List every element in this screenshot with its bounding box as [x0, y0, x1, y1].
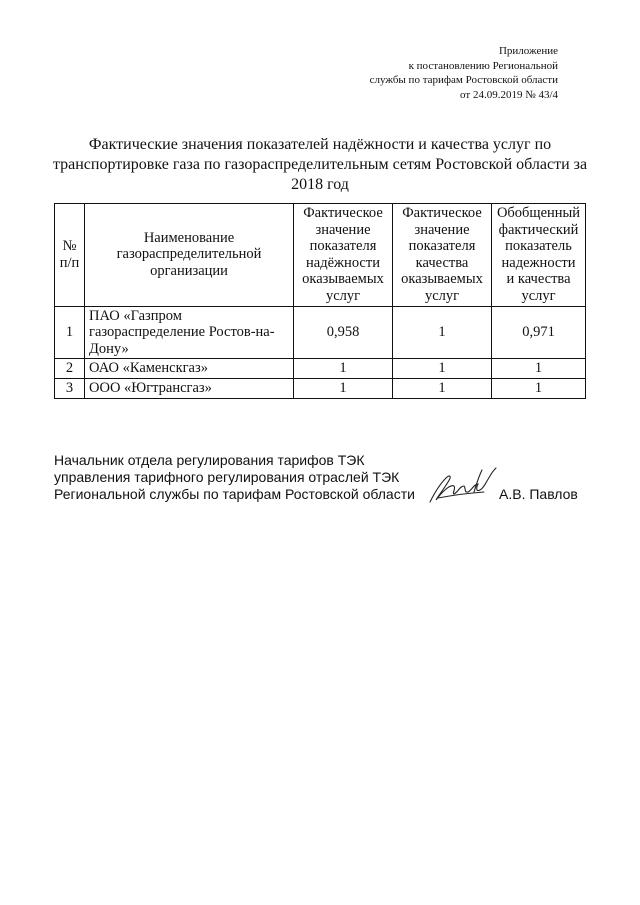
appendix-line: от 24.09.2019 № 43/4: [460, 88, 558, 101]
position-line: управления тарифного регулирования отраслей ТЭК: [54, 469, 400, 485]
row-num: 3: [55, 378, 85, 398]
indicators-table: [54, 203, 586, 399]
row-num: 1: [55, 306, 85, 359]
table-header-row: [55, 204, 586, 307]
appendix-line: к постановлению Региональной: [408, 59, 558, 72]
row-name: ОАО «Каменскгаз»: [85, 359, 294, 379]
table-row: [55, 306, 586, 359]
row-quality: 1: [393, 359, 492, 379]
title-line: транспортировке газа по газораспределительным сетям Ростовской области за: [52, 156, 588, 173]
row-name: ПАО «Газпром газораспределение Ростов-на- Дону»: [85, 306, 294, 359]
title-line: 2018 год: [291, 176, 349, 193]
table-row: [55, 378, 586, 398]
row-num: 2: [55, 359, 85, 379]
position-line: Региональной службы по тарифам Ростовской области: [54, 486, 415, 502]
document-title: [40, 135, 600, 195]
table-row: [55, 359, 586, 379]
header-reliability: Фактическое значение показателя надёжности оказываемых услуг: [294, 204, 393, 307]
row-quality: 1: [393, 306, 492, 359]
appendix-line: Приложение: [498, 45, 558, 57]
row-reliability: 1: [294, 378, 393, 398]
header-quality: Фактическое значение показателя качества оказываемых услуг: [393, 204, 492, 307]
header-name: Наименование газораспределительной организации: [85, 204, 294, 307]
row-reliability: 1: [294, 359, 393, 379]
handwritten-signature-icon: [424, 462, 504, 507]
signer-name: А.В. Павлов: [499, 486, 578, 502]
position-line: Начальник отдела регулирования тарифов ТЭК: [54, 452, 365, 468]
row-general: 1: [492, 378, 586, 398]
row-reliability: 0,958: [294, 306, 393, 359]
row-general: 0,971: [492, 306, 586, 359]
title-line: Фактические значения показателей надёжности и качества услуг по: [88, 136, 552, 153]
appendix-line: службы по тарифам Ростовской области: [369, 74, 558, 86]
appendix-header: [370, 44, 558, 102]
row-name: ООО «Югтрансгаз»: [85, 378, 294, 398]
header-general: Обобщенный фактический показатель надежности и качества услуг: [492, 204, 586, 307]
row-general: 1: [492, 359, 586, 379]
header-num: № п/п: [55, 204, 85, 307]
row-quality: 1: [393, 378, 492, 398]
signatory-position: [54, 452, 415, 503]
